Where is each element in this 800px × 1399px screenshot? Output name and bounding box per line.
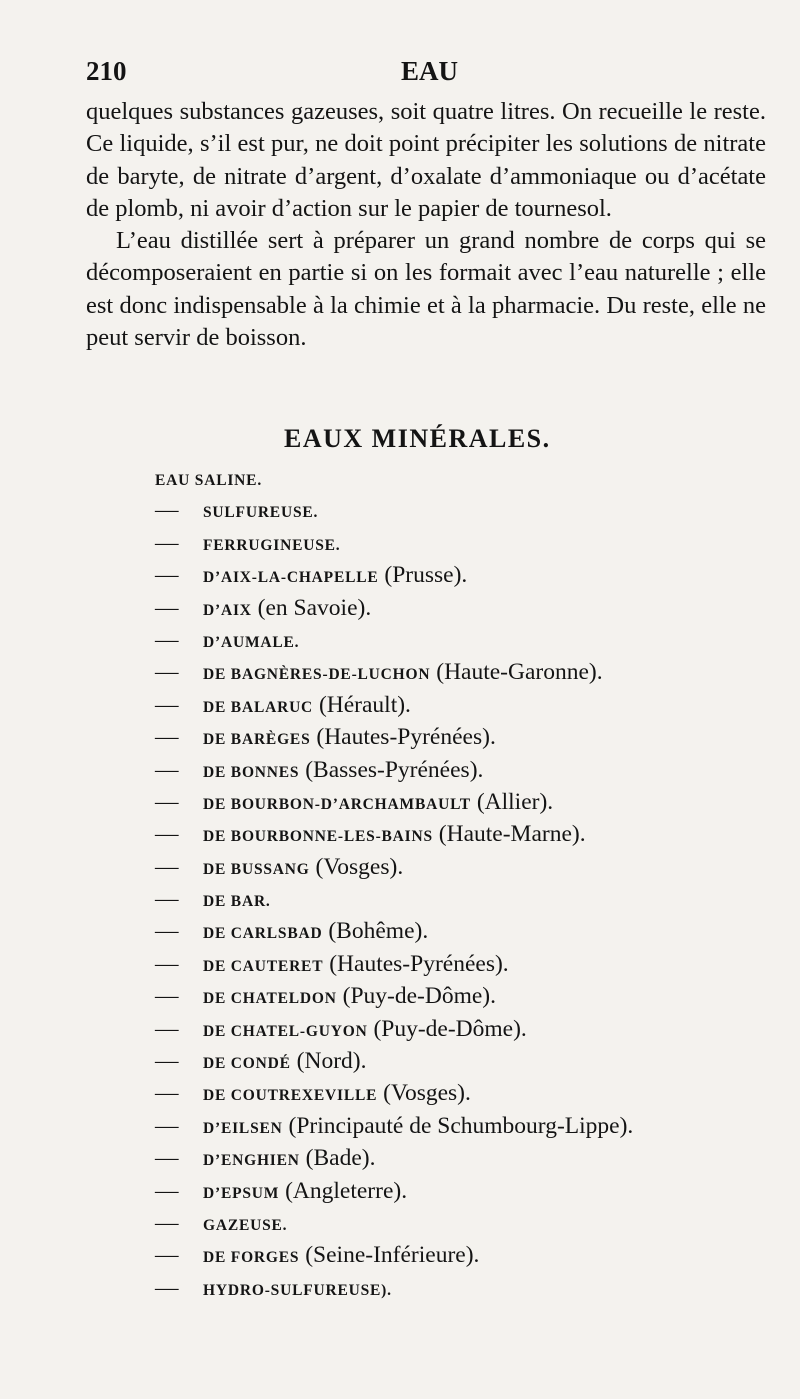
water-name: DE CAUTERET <box>203 957 324 975</box>
water-location: (Hautes-Pyrénées). <box>329 950 509 977</box>
body-text <box>86 96 766 354</box>
list-item <box>155 592 775 624</box>
list-dash: — <box>155 497 179 524</box>
list-item <box>155 1110 775 1142</box>
water-name: DE CARLSBAD <box>203 925 323 943</box>
water-name: D’AIX-LA-CHAPELLE <box>203 569 379 587</box>
water-location: (Haute-Garonne). <box>436 659 603 686</box>
list-dash: — <box>155 529 179 556</box>
water-name: DE CHATELDON <box>203 990 337 1008</box>
list-item <box>155 786 775 818</box>
list-dash: — <box>155 788 179 815</box>
list-item <box>155 754 775 786</box>
list-item <box>155 818 775 850</box>
list-item <box>155 1013 775 1045</box>
water-name: D’EILSEN <box>203 1119 283 1137</box>
water-name: DE CONDÉ <box>203 1055 291 1073</box>
list-dash: — <box>155 724 179 751</box>
water-name: DE COUTREXEVILLE <box>203 1087 378 1105</box>
list-item <box>155 721 775 753</box>
water-name: DE CHATEL-GUYON <box>203 1022 368 1040</box>
list-dash: — <box>155 821 179 848</box>
list-item <box>155 1207 775 1239</box>
list-item <box>155 494 775 526</box>
list-dash: — <box>155 1112 179 1139</box>
water-name: DE BALARUC <box>203 698 314 716</box>
list-item <box>155 1272 775 1304</box>
list-item <box>155 527 775 559</box>
list-dash: — <box>155 950 179 977</box>
list-item <box>155 624 775 656</box>
list-item <box>155 1142 775 1174</box>
section-title: EAUX MINÉRALES. <box>284 424 551 453</box>
water-name: DE BAR. <box>203 893 271 911</box>
list-item <box>155 656 775 688</box>
list-dash: — <box>155 562 179 589</box>
list-dash: — <box>155 1274 179 1301</box>
water-location: (Bohême). <box>328 918 429 945</box>
list-item <box>155 948 775 980</box>
water-name: FERRUGINEUSE. <box>203 536 341 554</box>
water-name: DE BONNES <box>203 763 300 781</box>
running-title: EAU <box>401 56 459 86</box>
water-name: DE FORGES <box>203 1249 300 1267</box>
water-location: (Bade). <box>305 1145 376 1172</box>
list-dash: — <box>155 1015 179 1042</box>
mineral-waters-list <box>155 462 775 1304</box>
water-location: (Principauté de Schumbourg-Lippe). <box>288 1112 634 1139</box>
list-dash: — <box>155 1177 179 1204</box>
paragraph-2: L’eau distillée sert à préparer un grand nombre de corps qui se décomposeraient en partie si on les formait avec l’eau naturelle ; elle est donc indispensable à la chimie et à la pharmacie. Du reste, elle ne peut servir de boisson. <box>86 227 766 352</box>
list-dash: — <box>155 983 179 1010</box>
water-name: D’AUMALE. <box>203 633 300 651</box>
list-dash: — <box>155 659 179 686</box>
water-name: DE BOURBONNE-LES-BAINS <box>203 828 433 846</box>
list-dash: — <box>155 1209 179 1236</box>
water-location: (Seine-Inférieure). <box>305 1242 480 1269</box>
list-dash: — <box>155 853 179 880</box>
water-name: D’AIX <box>203 601 252 619</box>
water-location: (Angleterre). <box>285 1177 408 1204</box>
page-number: 210 <box>86 56 127 86</box>
list-item <box>155 462 775 494</box>
water-name: SULFUREUSE. <box>203 504 319 522</box>
water-location: (Nord). <box>296 1048 367 1075</box>
list-dash: — <box>155 691 179 718</box>
list-dash: — <box>155 918 179 945</box>
water-location: (Hautes-Pyrénées). <box>316 724 496 751</box>
water-location: (Hérault). <box>318 691 411 718</box>
list-item <box>155 1239 775 1271</box>
list-item <box>155 1077 775 1109</box>
list-dash: — <box>155 1080 179 1107</box>
water-name: DE BUSSANG <box>203 860 310 878</box>
water-name: GAZEUSE. <box>203 1216 288 1234</box>
list-item <box>155 915 775 947</box>
water-name: EAU SALINE. <box>155 472 262 489</box>
water-location: (Vosges). <box>383 1080 471 1107</box>
list-dash: — <box>155 756 179 783</box>
water-location: (en Savoie). <box>257 594 372 621</box>
water-name: DE BAGNÈRES-DE-LUCHON <box>203 666 431 684</box>
water-location: (Puy-de-Dôme). <box>373 1015 527 1042</box>
water-location: (Vosges). <box>315 853 404 880</box>
list-dash: — <box>155 1145 179 1172</box>
paragraph-1: quelques substances gazeuses, soit quatre litres. On recueille le reste. Ce liquide, s’il est pur, ne doit point précipiter les solutions de nitrate de baryte, de nitrate d’argent, d’oxalate d’ammoniaque ou d’acétate de plomb, ni avoir d’action sur le papier de tournesol. <box>86 98 766 222</box>
list-item <box>155 851 775 883</box>
list-dash: — <box>155 626 179 653</box>
water-name: D’EPSUM <box>203 1184 280 1202</box>
list-item <box>155 1045 775 1077</box>
water-location: (Prusse). <box>384 562 468 589</box>
water-location: (Basses-Pyrénées). <box>305 756 484 783</box>
water-location: (Puy-de-Dôme). <box>342 983 496 1010</box>
page-header <box>86 56 766 96</box>
water-name: DE BARÈGES <box>203 731 311 749</box>
list-item <box>155 1175 775 1207</box>
list-item <box>155 689 775 721</box>
list-dash: — <box>155 594 179 621</box>
list-dash: — <box>155 1242 179 1269</box>
list-dash: — <box>155 1048 179 1075</box>
list-dash: — <box>155 886 179 913</box>
list-item <box>155 980 775 1012</box>
water-name: D’ENGHIEN <box>203 1152 300 1170</box>
list-item <box>155 883 775 915</box>
water-location: (Allier). <box>476 788 554 815</box>
list-item <box>155 559 775 591</box>
water-location: (Haute-Marne). <box>438 821 586 848</box>
water-name: HYDRO-SULFUREUSE). <box>203 1281 392 1299</box>
water-name: DE BOURBON-D’ARCHAMBAULT <box>203 795 471 813</box>
